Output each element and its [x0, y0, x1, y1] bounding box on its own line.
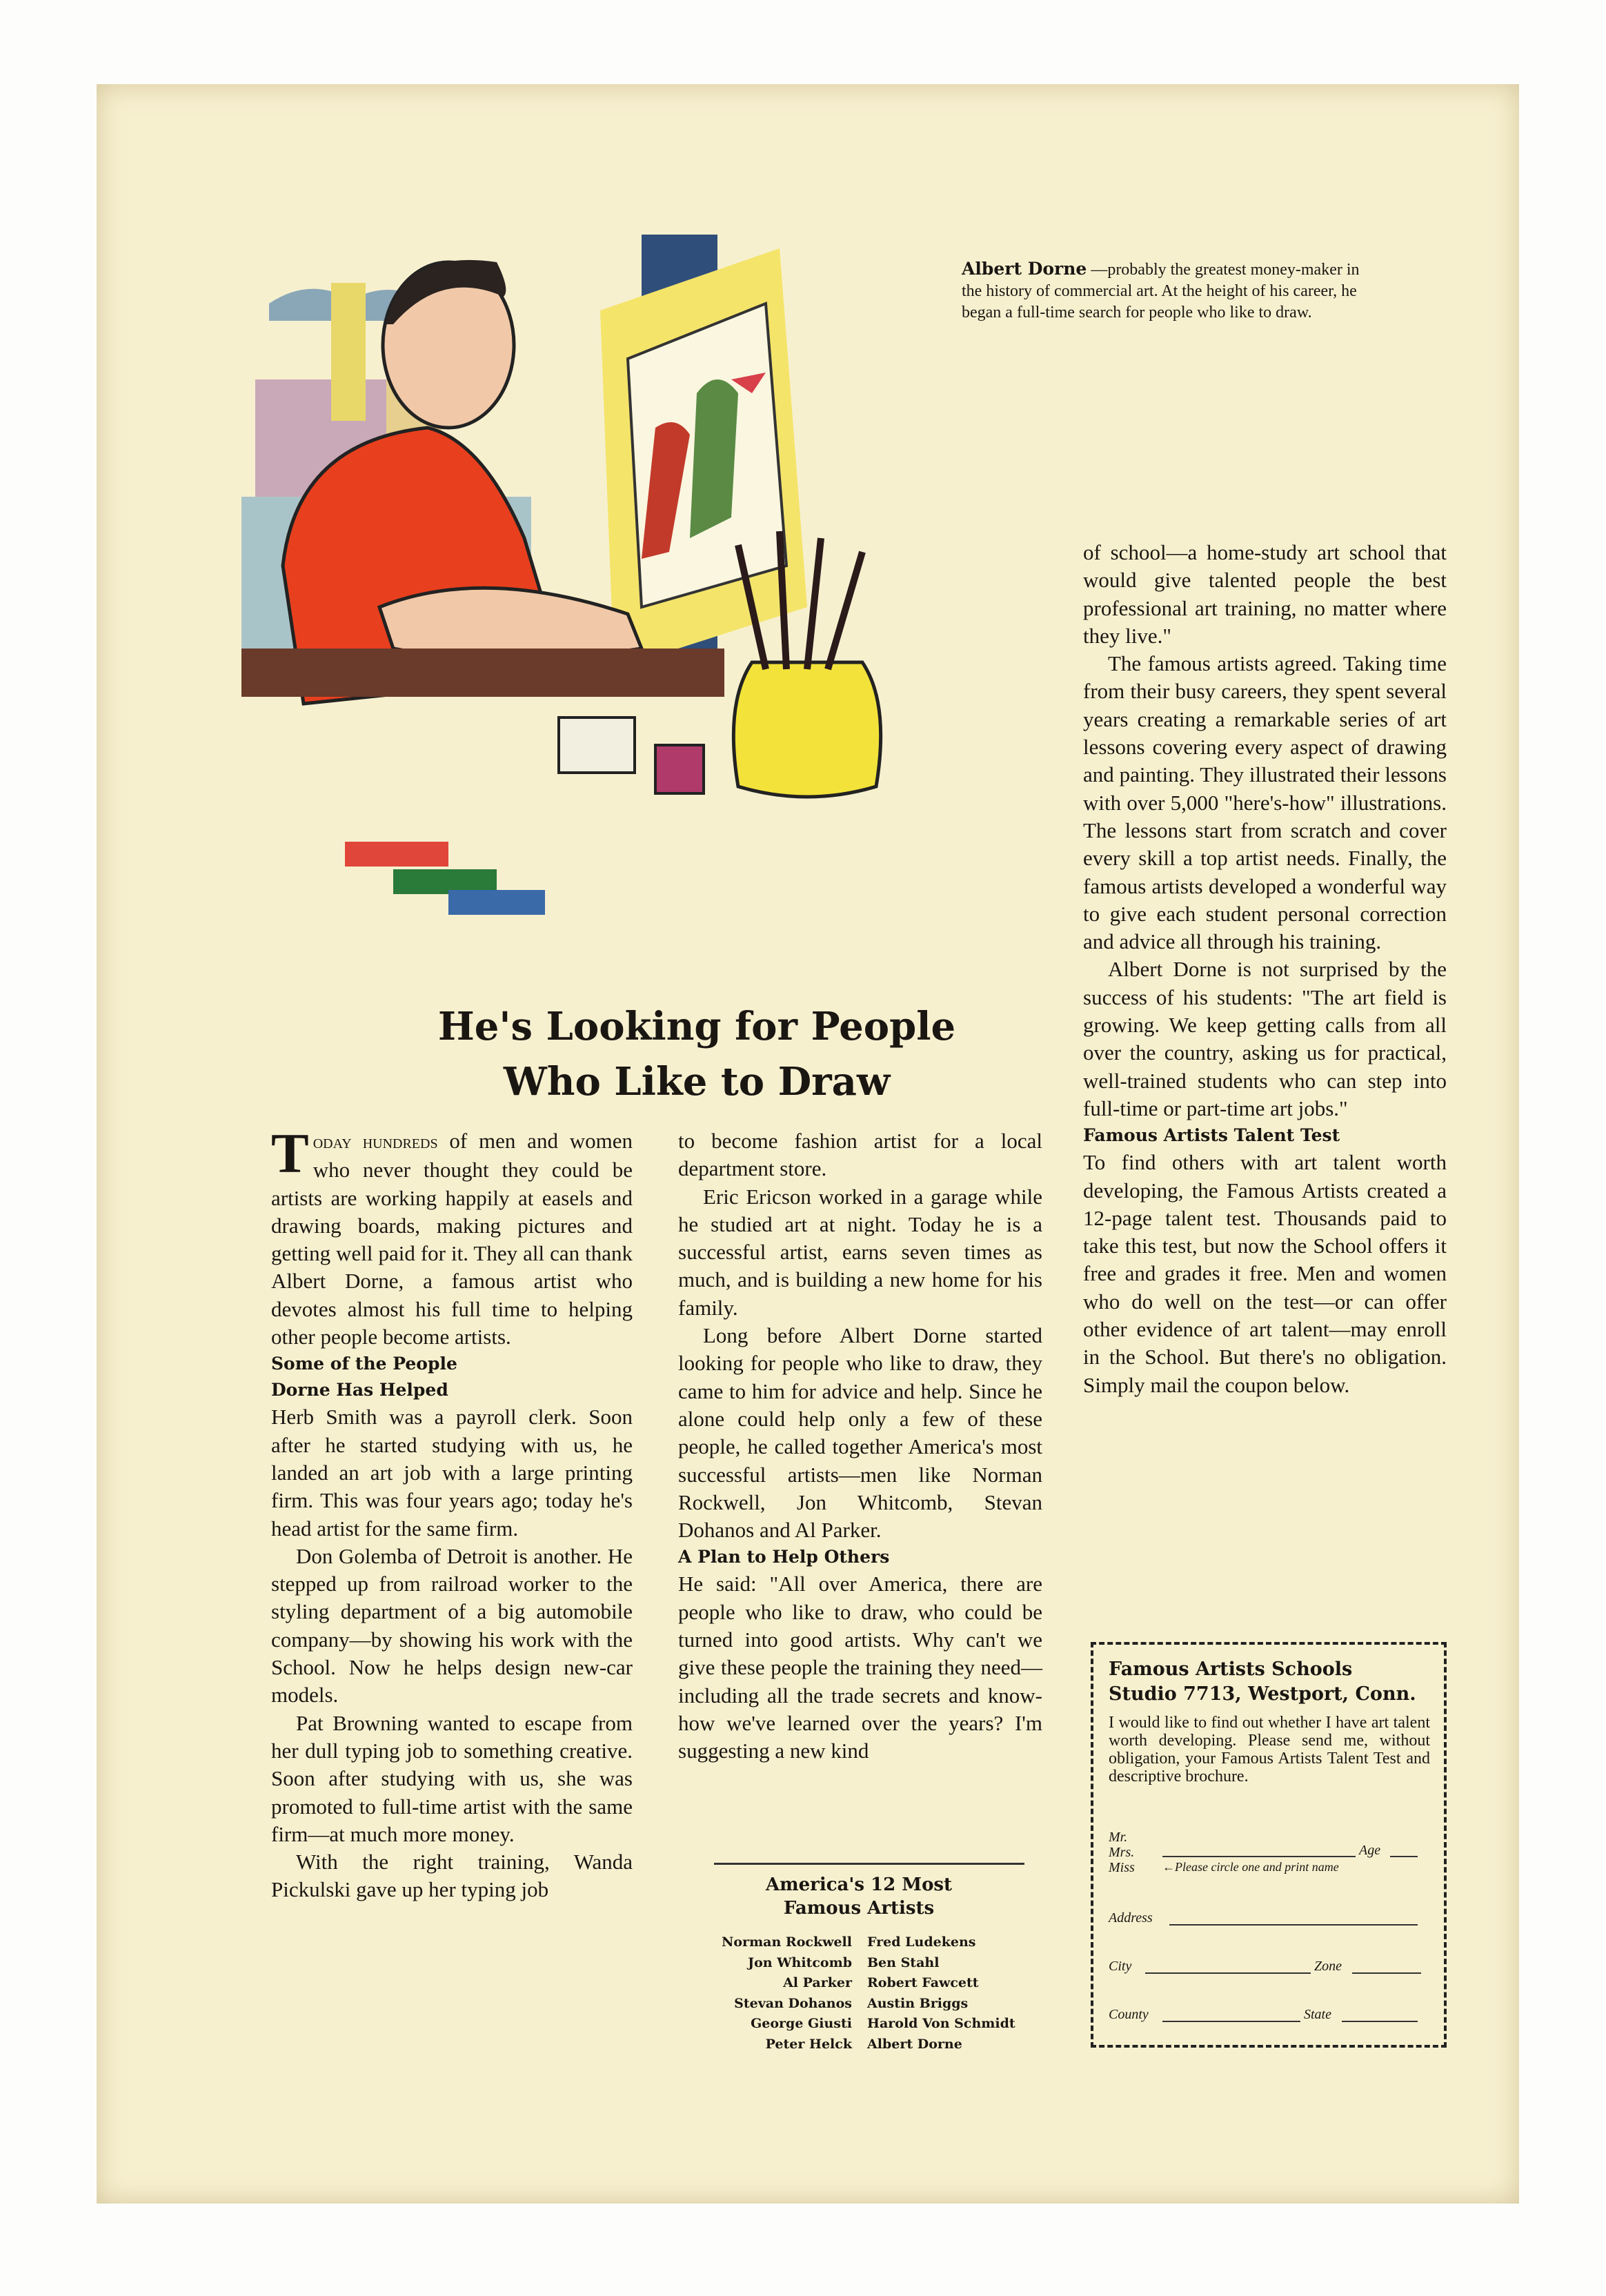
label-city: City	[1109, 1959, 1132, 1974]
subhead-talent-test: Famous Artists Talent Test	[1083, 1125, 1340, 1146]
artist-name: Norman Rockwell	[722, 1934, 852, 1950]
paragraph: Don Golemba of Detroit is another. He stepped up from railroad worker to the styling department of a big automobile company—by showing his work with the School. Now he helps design new-car models.	[271, 1543, 633, 1708]
label-county: County	[1109, 2007, 1149, 2022]
coupon-address: Studio 7713, Westport, Conn.	[1109, 1683, 1416, 1705]
artist-name: Harold Von Schmidt	[867, 2016, 1015, 2031]
age-field[interactable]	[1390, 1856, 1418, 1857]
label-age: Age	[1359, 1843, 1381, 1858]
coupon-title: Famous Artists Schools	[1109, 1659, 1353, 1680]
subhead-line: Some of the People	[271, 1354, 457, 1374]
artist-name: Al Parker	[783, 1975, 852, 1990]
paragraph: Herb Smith was a payroll clerk. Soon after he started studying with us, he landed an art job with a large printing firm. This was four years ago; today he's head artist for the same firm.	[271, 1405, 633, 1541]
intro-paragraph	[271, 1122, 633, 1351]
label-zone: Zone	[1314, 1959, 1342, 1974]
label-state: State	[1304, 2007, 1331, 2022]
paragraph: He said: "All over America, there are people who like to draw, who could be turned into good artists. Why can't we give these people the training they need—including all the trade secrets and know-how we've learned over the years? I'm suggesting a new kind	[678, 1572, 1042, 1763]
county-field[interactable]	[1162, 2021, 1300, 2022]
lead-in: oday hundreds	[313, 1131, 438, 1153]
artist-name: George Giusti	[751, 2016, 852, 2031]
headline	[310, 999, 1083, 1109]
paragraph: Albert Dorne is not surprised by the success of his students: "The art field is growing. We keep getting calls from all over the country, asking us for practical, well-trained students who can step into full-time or part-time art jobs."	[1083, 957, 1447, 1120]
famous-artists-box	[680, 1863, 1038, 2055]
artist-name: Peter Helck	[765, 2036, 852, 2052]
paragraph: Long before Albert Dorne started looking for people who like to draw, they came to him for advice and help. Since he alone could help only a few of these people, he called together America's most successful artists—men like Norman Rockwell, Jon Whitcomb, Stevan Dohanos and Al Parker.	[678, 1323, 1042, 1543]
mail-coupon[interactable]	[1091, 1642, 1447, 2048]
illustration-caption	[962, 258, 1376, 324]
paint-tubes	[345, 842, 545, 915]
address-field[interactable]	[1169, 1924, 1418, 1926]
brush-jar	[733, 662, 880, 797]
famous-artists-title	[680, 1873, 1038, 1920]
headline-line-2: Who Like to Draw	[503, 1059, 891, 1105]
label-mr: Mr.	[1109, 1830, 1128, 1845]
paragraph: Pat Browning wanted to escape from her dull typing job to something creative. Soon after studying with us, she was promoted to full-time artist with the same firm—at much more money.	[271, 1710, 633, 1846]
artist-arm	[379, 588, 642, 659]
drop-cap: T	[271, 1122, 309, 1185]
subhead-plan: A Plan to Help Others	[678, 1547, 890, 1567]
column-3	[1083, 539, 1447, 1399]
zone-field[interactable]	[1352, 1972, 1421, 1974]
caption-name: Albert Dorne	[962, 259, 1087, 279]
state-field[interactable]	[1342, 2021, 1418, 2022]
artist-name: Albert Dorne	[867, 2036, 962, 2052]
name-hint: ←Please circle one and print name	[1162, 1860, 1339, 1874]
label-mrs: Mrs.	[1109, 1845, 1135, 1860]
caption-text: —probably the greatest money-maker in the history of commercial art. At the height of his career, he began a full-time search for people who like to draw.	[962, 261, 1360, 321]
column-2	[678, 1127, 1042, 1765]
subhead-line: Dorne Has Helped	[271, 1380, 448, 1401]
intro-text: of men and women who never thought they could be artists are working happily at easels and drawing boards, making pictures and getting well paid for it. They all can thank Albert Dorne, a famous artist who devotes almost his full time to helping other people become artists.	[271, 1129, 633, 1349]
label-miss: Miss	[1109, 1860, 1135, 1875]
paragraph: Eric Ericson worked in a garage while he studied art at night. Today he is a successful artist, earns seven times as much, and is building a new home for his family.	[678, 1184, 1042, 1320]
paragraph: to become fashion artist for a local department store.	[678, 1129, 1042, 1181]
artist-name: Ben Stahl	[867, 1954, 940, 1970]
subhead-people-helped	[271, 1351, 633, 1403]
artist-names	[680, 1932, 1038, 2055]
paragraph: With the right training, Wanda Pickulski gave up her typing job	[271, 1850, 633, 1902]
paragraph: The famous artists agreed. Taking time from their busy careers, they spent several years creating a remarkable series of art lessons covering every aspect of drawing and painting. They illustrated their lessons with over 5,000 "here's-how" illustrations. The lessons start from scratch and cover every skill a top artist needs. Finally, the famous artists developed a wonderful way to give each student personal correction and advice all through his training.	[1083, 651, 1447, 954]
paint-jars	[559, 718, 635, 773]
artist-name: Robert Fawcett	[867, 1975, 979, 1990]
city-field[interactable]	[1145, 1972, 1311, 1974]
artist-name: Austin Briggs	[867, 1995, 969, 2011]
dancing-couple-sketch	[690, 379, 738, 538]
divider	[714, 1863, 1024, 1865]
artist-name: Jon Whitcomb	[748, 1954, 852, 1970]
coupon-body: I would like to find out whether I have art talent worth developing. Please send me, without obligation, your Famous Artists Talent Test and descriptive brochure.	[1109, 1714, 1430, 1785]
title-line: America's 12 Most	[765, 1874, 953, 1895]
artist-illustration	[241, 221, 973, 993]
paragraph: To find others with art talent worth developing, the Famous Artists created a 12-page talent test. Thousands paid to take this test, but now the School offers it free and grades it free. Men and women who do well on the test—or can offer other evidence of art talent—may enroll in the School. But there's no obligation. Simply mail the coupon below.	[1083, 1150, 1447, 1397]
artist-name: Fred Ludekens	[867, 1934, 976, 1950]
paragraph: of school—a home-study art school that would give talented people the best professional art training, no matter where they live."	[1083, 540, 1447, 648]
title-line: Famous Artists	[783, 1898, 935, 1919]
headline-line-1: He's Looking for People	[437, 1004, 956, 1049]
column-1	[271, 1122, 633, 1904]
name-field[interactable]	[1162, 1856, 1356, 1857]
label-address: Address	[1109, 1910, 1153, 1926]
artist-name: Stevan Dohanos	[734, 1995, 852, 2011]
